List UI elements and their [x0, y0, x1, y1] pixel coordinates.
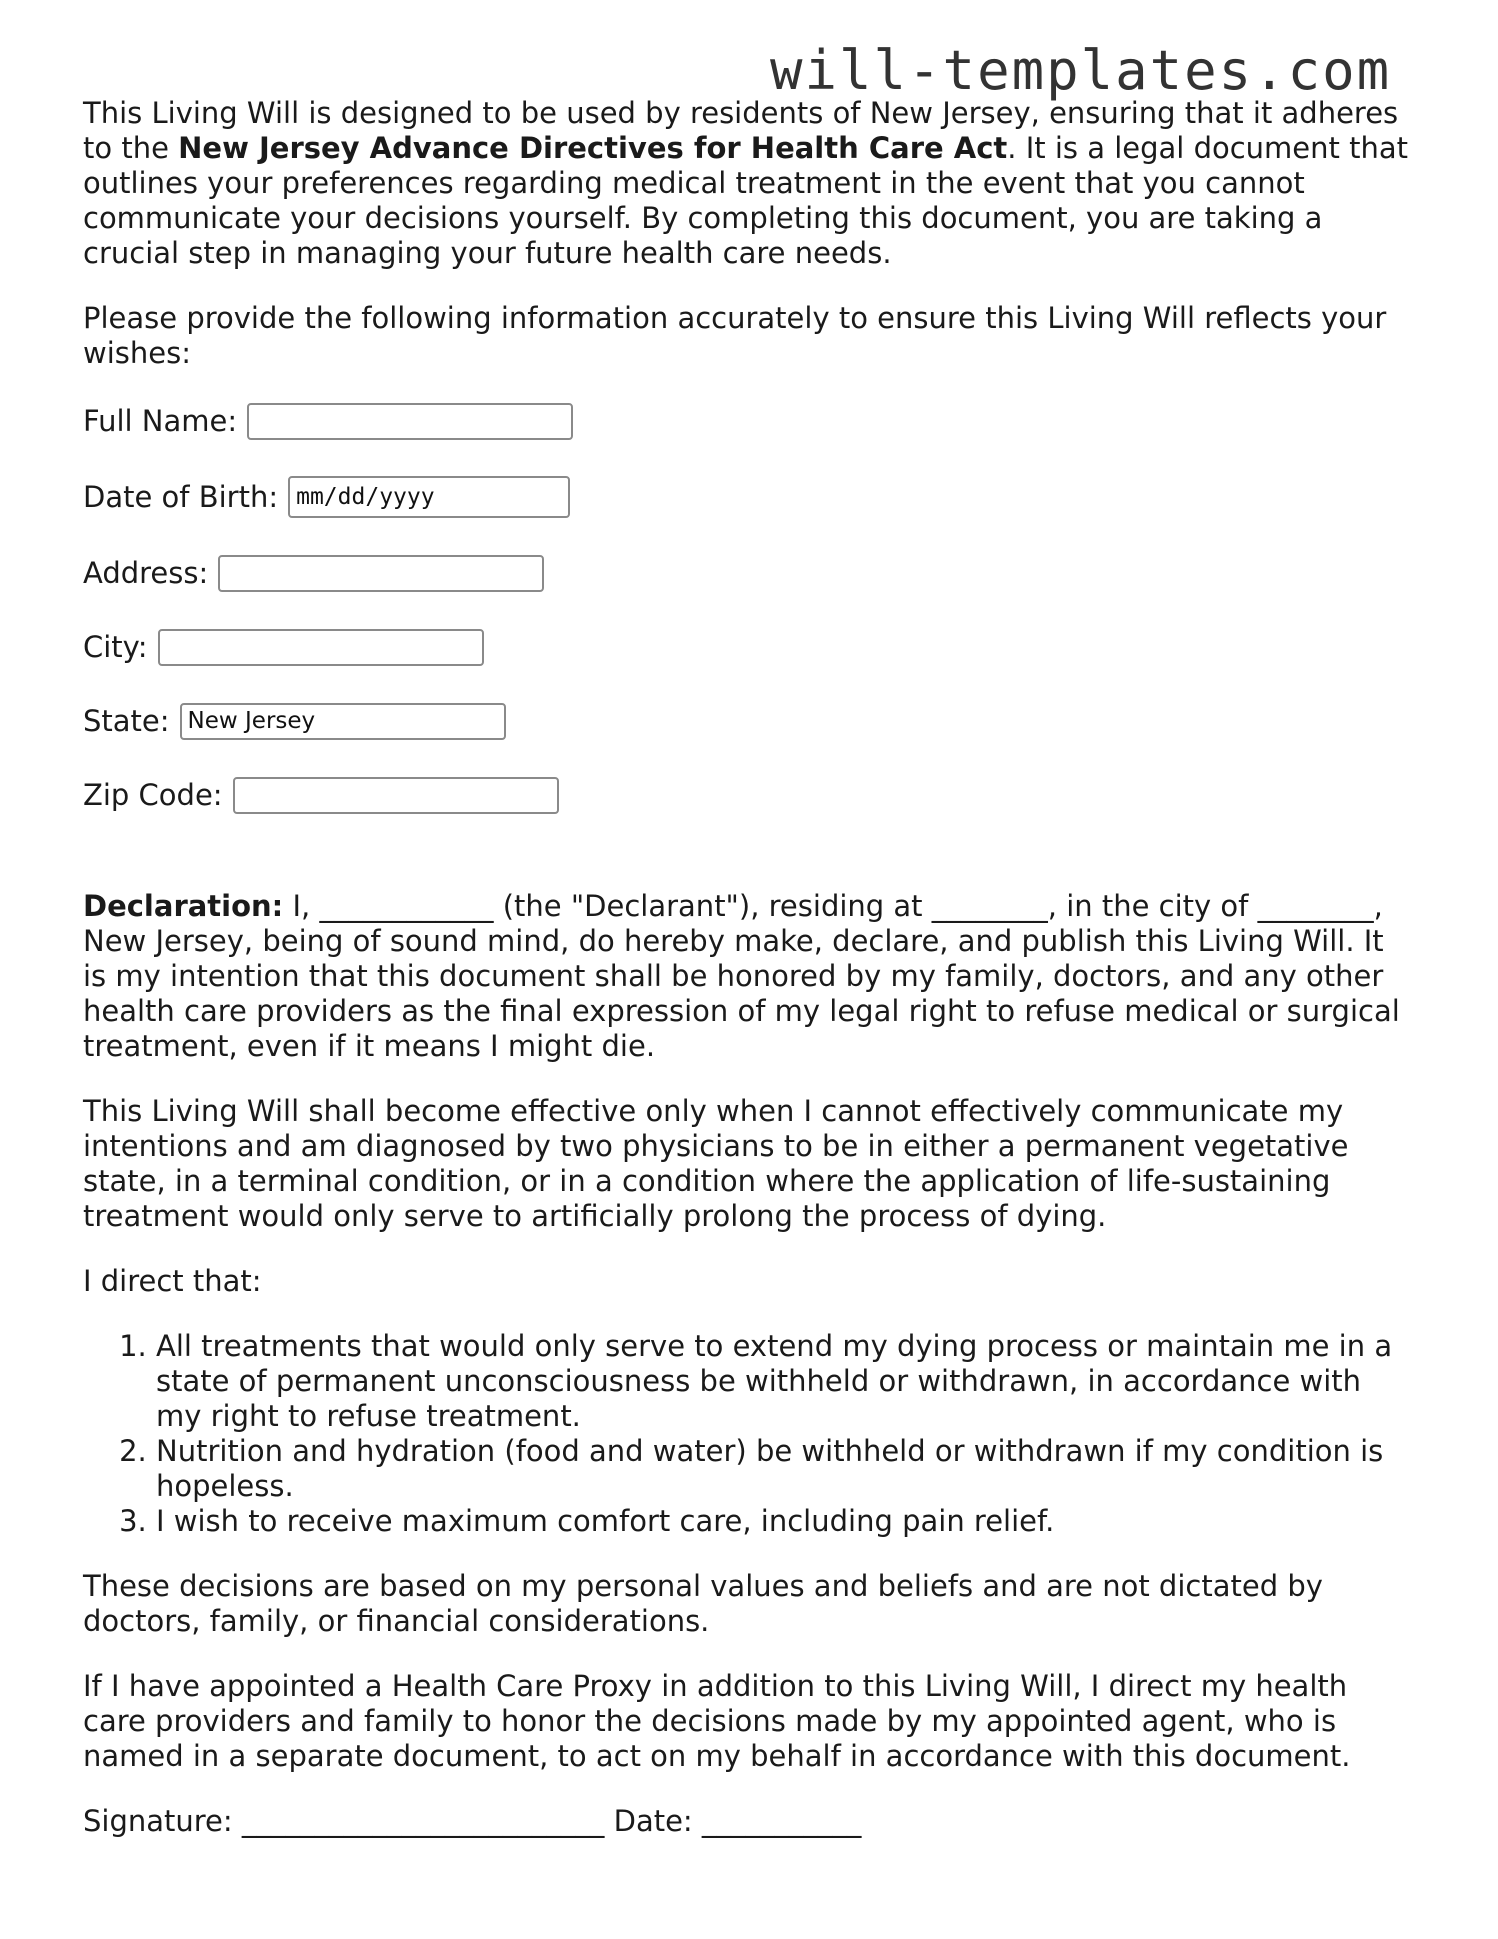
zip-input[interactable] — [233, 777, 559, 814]
zip-label: Zip Code: — [83, 777, 223, 812]
address-row — [83, 553, 1413, 593]
direct-intro: I direct that: — [83, 1264, 262, 1298]
dob-label: Date of Birth: — [83, 479, 279, 514]
full-name-input[interactable] — [247, 403, 573, 440]
declaration-paragraph: Declaration: I, ____________ (the "Declarant"), residing at ________, in the city of ________, New Jersey, being of sound mind, do hereby make, declare, and publish this Living Will. It is my intention that this document shall be honored by my family, doctors, and any other health care providers as the final expression of my legal right to refuse medical or surgical treatment, even if it means I might die. — [83, 889, 1400, 1063]
effective-paragraph: This Living Will shall become effective only when I cannot effectively communicate my intentions and am diagnosed by two physicians to be in either a permanent vegetative state, in a terminal condition, or in a condition where the application of life-sustaining treatment would only serve to artificially prolong the process of dying. — [83, 1094, 1349, 1233]
city-input[interactable] — [158, 629, 484, 666]
city-row — [83, 627, 1413, 667]
values-paragraph: These decisions are based on my personal values and beliefs and are not dictated by doctors, family, or financial considerations. — [83, 1569, 1323, 1638]
state-row — [83, 701, 1413, 741]
zip-row — [83, 775, 1413, 815]
list-item: 1. All treatments that would only serve to extend my dying process or maintain me in a state of permanent unconsciousness be withheld or withdrawn, in accordance with my right to refuse treatment. — [156, 1329, 1413, 1434]
city-label: City: — [83, 629, 148, 664]
proxy-paragraph: If I have appointed a Health Care Proxy in addition to this Living Will, I direct my health care providers and family to honor the decisions made by my appointed agent, who is named in a separate document, to act on my behalf in accordance with this document. — [83, 1669, 1351, 1773]
list-item: 2. Nutrition and hydration (food and water) be withheld or withdrawn if my condition is hopeless. — [156, 1434, 1413, 1504]
address-label: Address: — [83, 555, 209, 590]
full-name-row — [83, 401, 1413, 441]
dob-input[interactable]: mm/dd/yyyy — [288, 476, 570, 518]
state-input[interactable]: New Jersey — [180, 703, 506, 740]
declaration-heading: Declaration: — [83, 889, 284, 923]
list-item: 3. I wish to receive maximum comfort care, including pain relief. — [156, 1504, 1413, 1539]
address-input[interactable] — [218, 555, 544, 592]
document-body — [83, 96, 1413, 1869]
act-name: New Jersey Advance Directives for Health Care Act — [178, 131, 1008, 165]
signature-line: Signature: _________________________ Date: ___________ — [83, 1804, 862, 1838]
state-label: State: — [83, 703, 170, 738]
watermark: will-templates.com — [770, 39, 1392, 102]
directives-list — [83, 1329, 1413, 1539]
intro-paragraph: This Living Will is designed to be used by residents of New Jersey, ensuring that it adheres to the New Jersey Advance Directives for Health Care Act. It is a legal document that outlines your preferences regarding medical treatment in the event that you cannot communicate your decisions yourself. By completing this document, you are taking a crucial step in managing your future health care needs. — [83, 96, 1408, 270]
full-name-label: Full Name: — [83, 403, 238, 438]
instruction-paragraph: Please provide the following information accurately to ensure this Living Will reflects your wishes: — [83, 301, 1387, 370]
dob-row — [83, 475, 1413, 519]
